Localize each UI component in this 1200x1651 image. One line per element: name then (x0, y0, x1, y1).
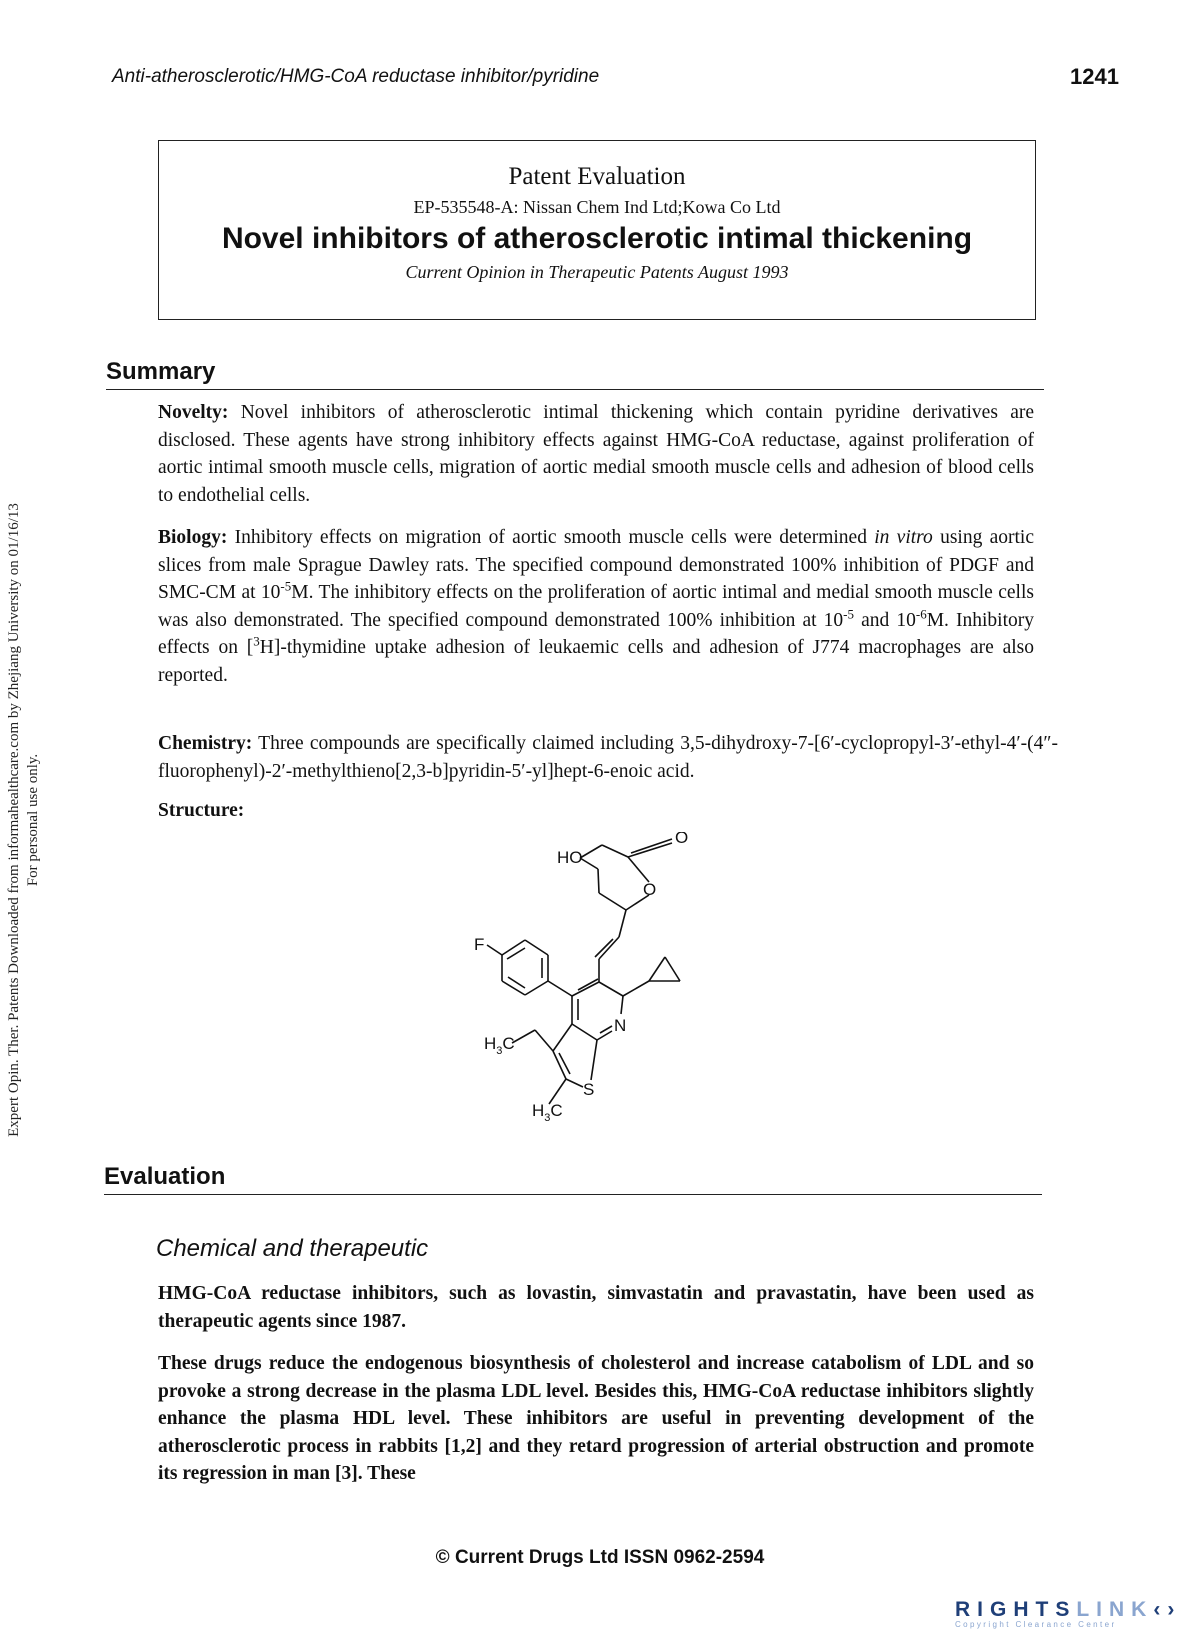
atom-o-ring: O (643, 880, 657, 899)
summary-heading: Summary (106, 358, 216, 385)
atom-h3c-methyl-h: H (532, 1101, 545, 1120)
biology-paragraph (158, 524, 1034, 689)
side-note-line-1: Expert Opin. Ther. Patents Downloaded from informahealthcare.com by Zhejiang University on 01/16/13 (6, 503, 22, 1137)
biology-exponent-3: -6 (915, 606, 927, 621)
biology-text-4: and 10 (861, 609, 916, 631)
atom-h3c-ethyl-c: C (502, 1034, 515, 1053)
biology-text-3: M. The inhibitory effects on the proliferation of aortic intimal and medial smooth muscle cells was also demonstrated. The specified compound demonstrated 100% inhibition at 10 (158, 582, 1034, 631)
rightslink-arrows: ‹› (1153, 1598, 1182, 1621)
evaluation-paragraph-2: These drugs reduce the endogenous biosynthesis of cholesterol and increase catabolism of LDL and so provoke a strong decrease in the plasma LDL level. Besides this, HMG-CoA reductase inhibitors slightly enhance the plasma HDL level. These inhibitors are useful in preventing development of the atherosclerotic process in rabbits [1,2] and they retard progression of arterial obstruction and promote its regression in man [3]. These (158, 1353, 1034, 1484)
structure-bonds (487, 839, 680, 1104)
evaluation-heading: Evaluation (104, 1163, 226, 1190)
biology-exponent-1: -5 (280, 578, 292, 594)
copyright-footer: © Current Drugs Ltd ISSN 0962-2594 (435, 1547, 765, 1568)
structure-label: Structure: (158, 800, 245, 821)
rightslink-link: LINK (1076, 1598, 1154, 1621)
atom-h3c-methyl (532, 1101, 563, 1124)
novelty-paragraph (158, 399, 1034, 509)
biology-text-6: H]-thymidine uptake adhesion of leukaemic cells and adhesion of J774 macrophages are also reported. (158, 637, 1034, 686)
journal-citation: Current Opinion in Therapeutic Patents August 1993 (405, 262, 789, 282)
novelty-text: Novel inhibitors of atherosclerotic intimal thickening which contain pyridine derivatives are disclosed. These agents have strong inhibitory effects against HMG-CoA reductase, against proliferation of aortic intimal smooth muscle cells, migration of aortic medial smooth muscle cells and adhesion of blood cells to endothelial cells. (158, 402, 1034, 506)
biology-text-1: Inhibitory effects on migration of aortic smooth muscle cells were determined (234, 527, 867, 548)
biology-text-5: M. Inhibitory effects on [ (158, 609, 1034, 658)
rightslink-rights: RIGHTS (955, 1598, 1077, 1621)
rightslink-wordmark (955, 1598, 1185, 1622)
subsection-heading: Chemical and therapeutic (156, 1235, 429, 1262)
article-title: Novel inhibitors of atherosclerotic intimal thickening (221, 222, 973, 255)
evaluation-paragraph-1: HMG-CoA reductase inhibitors, such as lovastin, simvastatin and pravastatin, have been used as therapeutic agents since 1987. (158, 1283, 1034, 1332)
side-note-line-2: For personal use only. (25, 753, 41, 887)
rightslink-logo (955, 1598, 1185, 1629)
chemistry-label: Chemistry: (158, 733, 253, 754)
chemical-structure (440, 832, 740, 1132)
atom-f: F (474, 935, 485, 954)
side-download-note (0, 460, 48, 1180)
atom-ho: HO (557, 848, 583, 867)
running-head: Anti-atherosclerotic/HMG-CoA reductase inhibitor/pyridine (112, 66, 600, 87)
atom-h3c-ethyl-h: H (484, 1034, 497, 1053)
summary-rule (106, 389, 1044, 390)
patent-evaluation-box (158, 140, 1036, 320)
chemistry-paragraph (158, 730, 1058, 785)
structure-atom-labels (474, 832, 688, 1124)
chemistry-text: Three compounds are specifically claimed including 3,5-dihydroxy-7-[6′-cyclopropyl-3′-ethyl-4′-(4″-fluorophenyl)-2′-methylthieno[2,3-b]pyridin-5′-yl]hept-6-enoic acid. (158, 733, 1058, 782)
biology-label: Biology: (158, 527, 228, 548)
atom-s: S (583, 1080, 595, 1099)
atom-h3c-methyl-sub: 3 (544, 1112, 551, 1124)
biology-exponent-4: 3 (253, 633, 260, 649)
rightslink-subtitle: Copyright Clearance Center (955, 1620, 1117, 1629)
atom-h3c-ethyl-sub: 3 (496, 1045, 503, 1057)
atom-n: N (614, 1016, 627, 1035)
biology-exponent-2: -5 (843, 606, 855, 621)
novelty-label: Novelty: (158, 402, 229, 423)
box-patent-number: EP-535548-A: Nissan Chem Ind Ltd;Kowa Co Ltd (413, 197, 781, 217)
biology-in-vitro: in vitro (874, 527, 933, 548)
box-heading: Patent Evaluation (508, 163, 686, 190)
atom-h3c-methyl-c: C (550, 1101, 563, 1120)
atom-o-carbonyl: O (675, 832, 689, 847)
biology-text-2: using aortic slices from male Sprague Dawley rats. The specified compound demonstrated 100% inhibition of PDGF and SMC-CM at 10 (158, 527, 1035, 603)
page-number: 1241 (1070, 64, 1119, 89)
evaluation-rule (104, 1194, 1042, 1195)
atom-h3c-ethyl (484, 1034, 515, 1057)
